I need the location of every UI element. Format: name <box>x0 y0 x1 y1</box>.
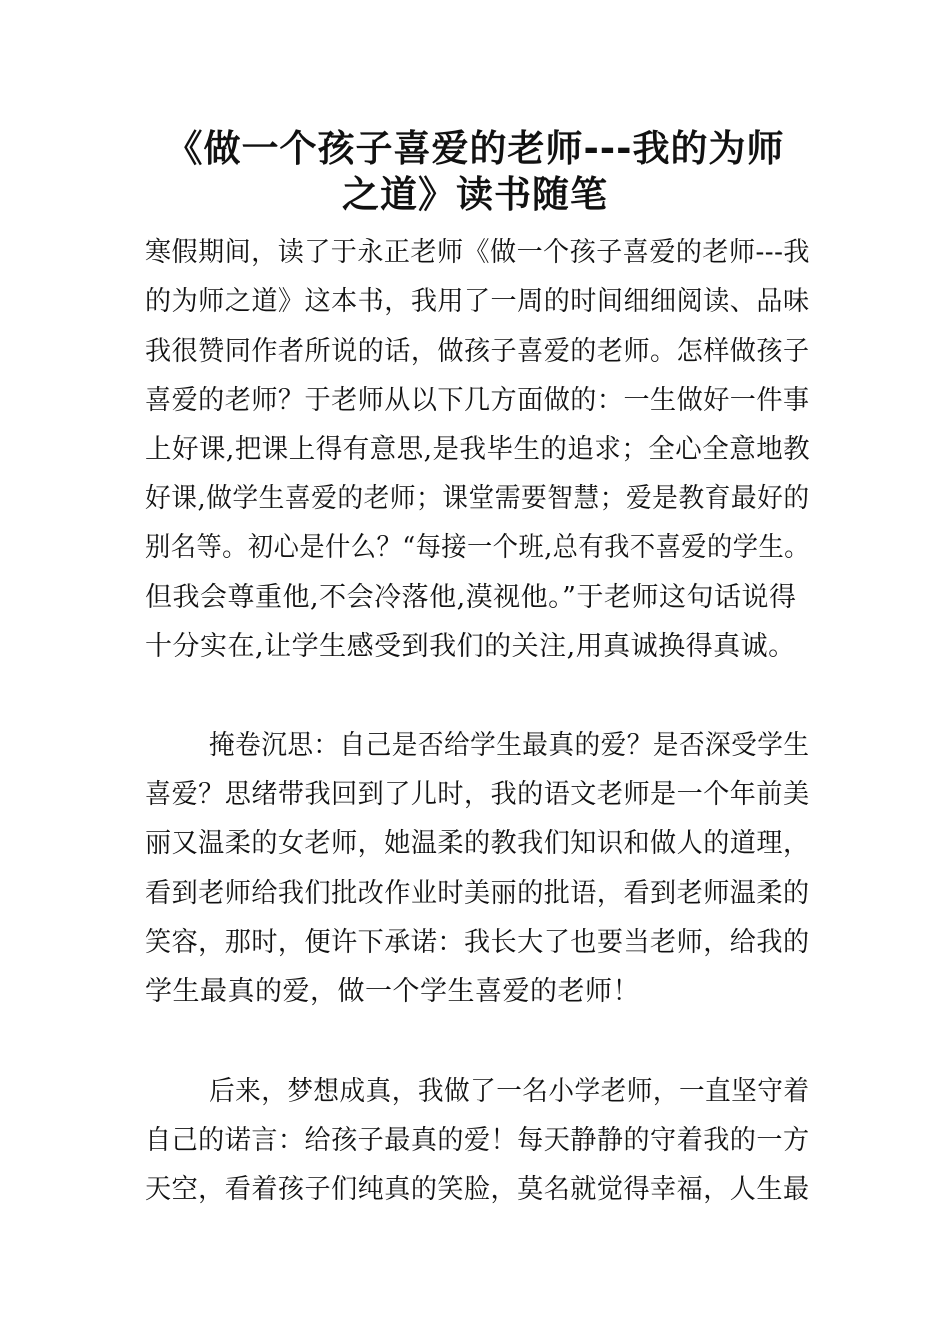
paragraph-line: 好课,做学生喜爱的老师；课堂需要智慧；爱是教育最好的 <box>145 483 810 514</box>
paragraph-line: 天空，看着孩子们纯真的笑脸，莫名就觉得幸福，人生最 <box>145 1174 810 1205</box>
document-title-line-2: 之道》读书随笔 <box>342 173 608 216</box>
paragraph-line: 丽又温柔的女老师，她温柔的教我们知识和做人的道理， <box>145 828 810 859</box>
paragraph-line: 我很赞同作者所说的话，做孩子喜爱的老师。怎样做孩子 <box>145 336 810 367</box>
paragraph-line: 掩卷沉思：自己是否给学生最真的爱？是否深受学生 <box>209 730 810 761</box>
paragraph-line: 上好课,把课上得有意思,是我毕生的追求；全心全意地教 <box>145 434 811 465</box>
paragraph-line: 笑容，那时，便许下承诺：我长大了也要当老师，给我的 <box>145 927 810 958</box>
document-title-line-1: 《做一个孩子喜爱的老师---我的为师 <box>165 127 785 170</box>
paragraph-line: 寒假期间，读了于永正老师《做一个孩子喜爱的老师---我 <box>145 237 810 268</box>
paragraph-line: 的为师之道》这本书，我用了一周的时间细细阅读、品味 <box>145 286 810 317</box>
paragraph-line: 十分实在,让学生感受到我们的关注,用真诚换得真诚。 <box>145 631 796 662</box>
paragraph-line: 但我会尊重他,不会冷落他,漠视他。”于老师这句话说得 <box>145 582 797 613</box>
paragraph-line: 别名等。初心是什么？“每接一个班,总有我不喜爱的学生。 <box>145 532 810 563</box>
paragraph-line: 看到老师给我们批改作业时美丽的批语，看到老师温柔的 <box>145 878 810 909</box>
paragraph-line: 自己的诺言：给孩子最真的爱！每天静静的守着我的一方 <box>145 1125 810 1156</box>
paragraph-line: 喜爱？思绪带我回到了儿时，我的语文老师是一个年前美 <box>145 779 810 810</box>
paragraph-line: 喜爱的老师？于老师从以下几方面做的：一生做好一件事 <box>145 385 810 416</box>
paragraph-line: 学生最真的爱，做一个学生喜爱的老师！ <box>145 976 640 1007</box>
paragraph-line: 后来，梦想成真，我做了一名小学老师，一直坚守着 <box>209 1076 810 1107</box>
